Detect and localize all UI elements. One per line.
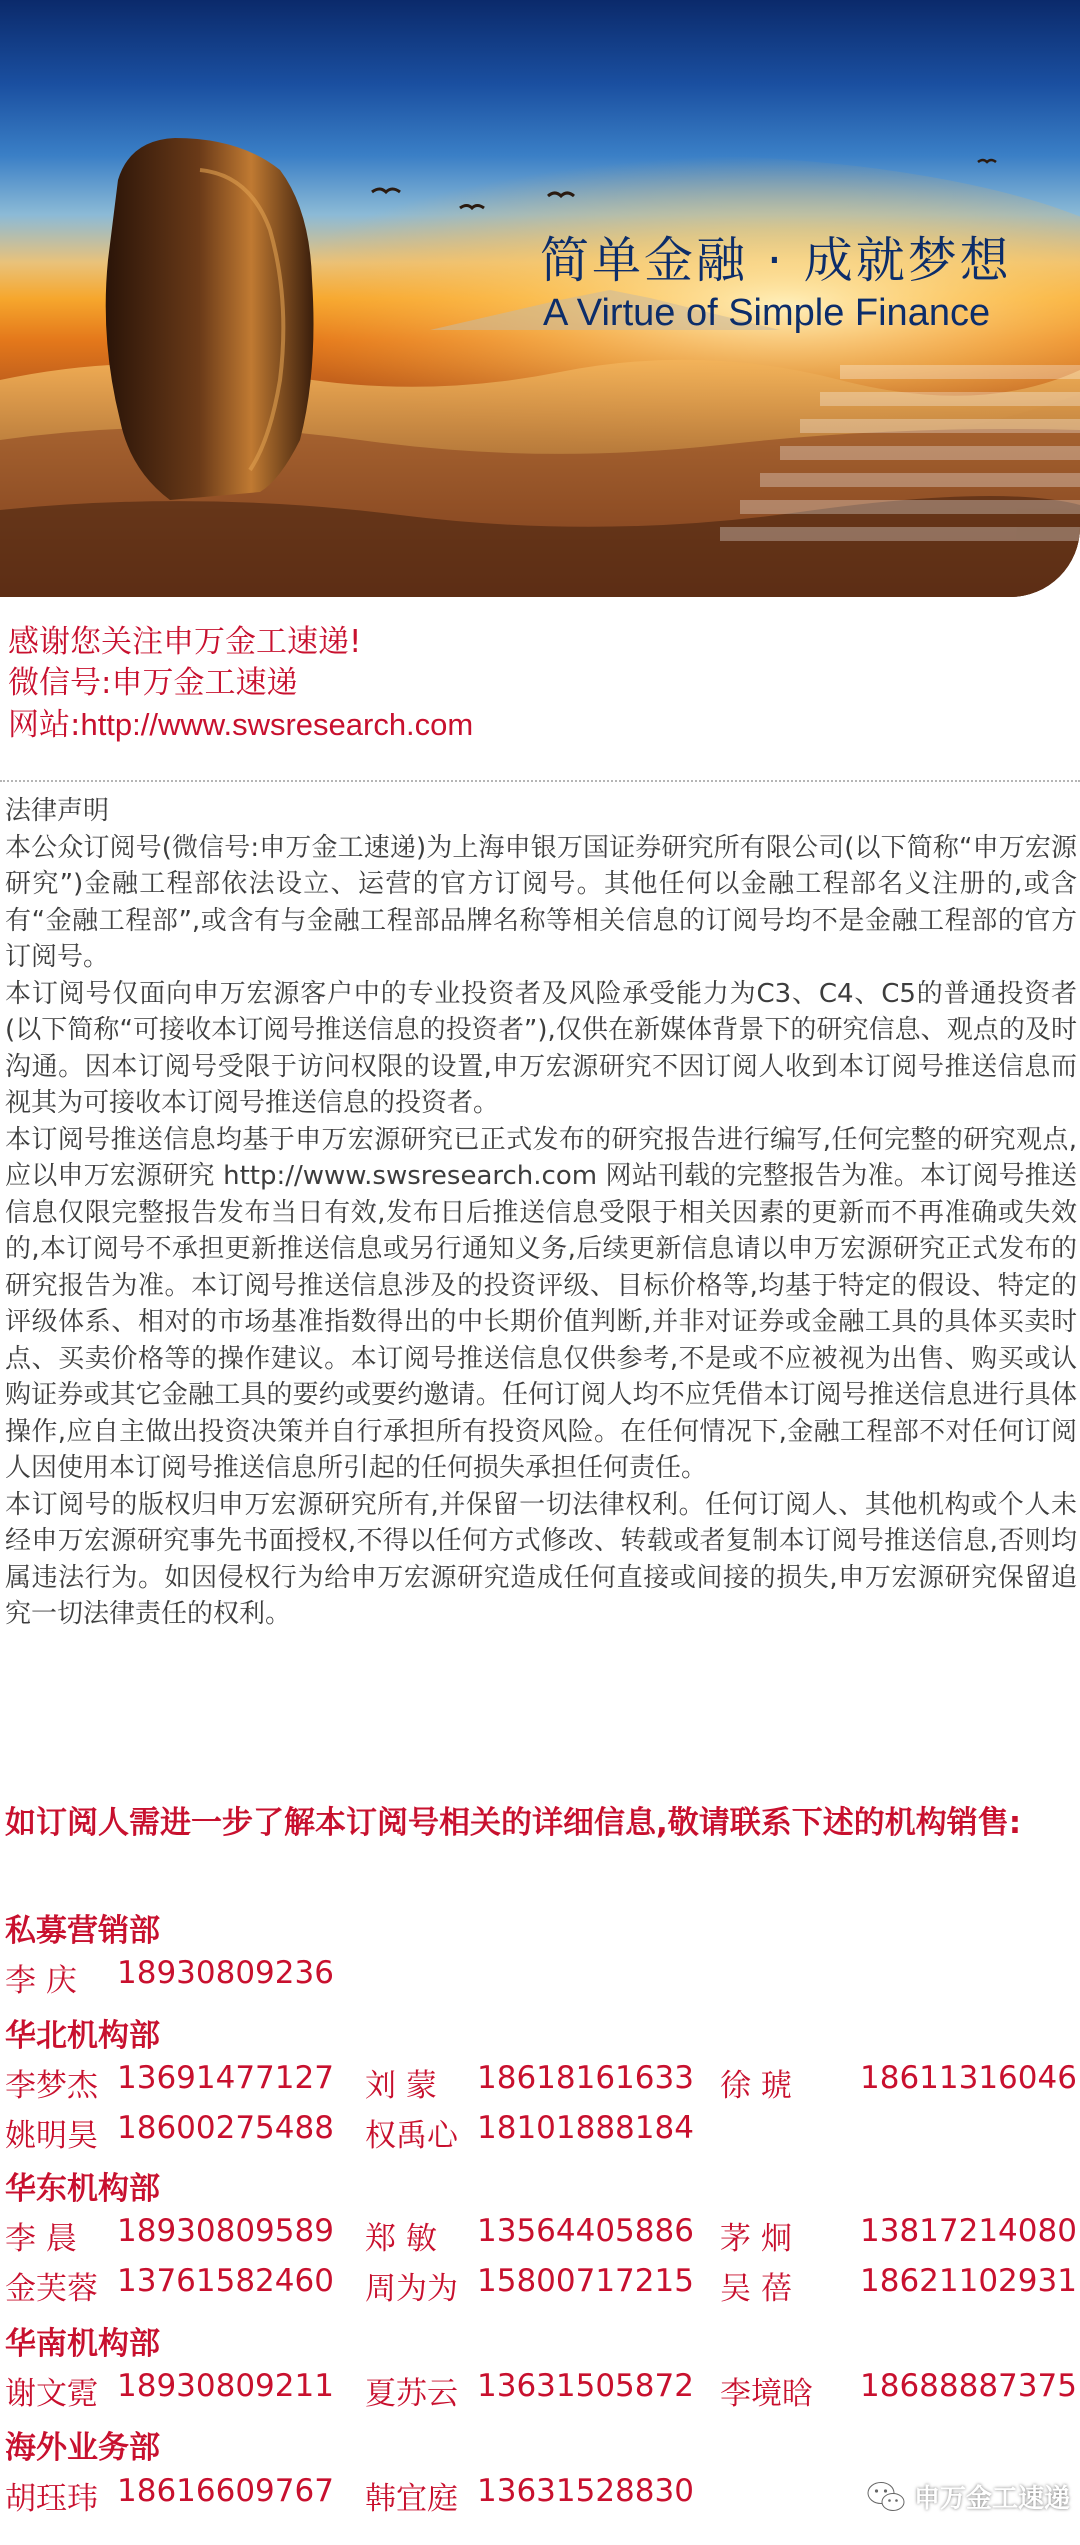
legal-paragraph: 本公众订阅号(微信号:申万金工速递)为上海申银万国证券研究所有限公司(以下简称“申万宏源研究”)金融工程部依法设立、运营的官方订阅号。其他任何以金融工程部名义注册的,或含有“金融工程部”,或含有与金融工程部品牌名称等相关信息的订阅号均不是金融工程部的官方订阅号。 [5,832,1077,972]
thanks-line: 感谢您关注申万金工速递! [8,624,362,660]
department-heading: 海外业务部 [5,2430,160,2466]
contact-phone[interactable]: 13631505872 [477,2368,694,2404]
contact-entry [5,2368,334,2413]
contact-entry [720,2368,1077,2413]
section-divider [0,780,1080,782]
contact-phone[interactable]: 18930809236 [117,1955,334,1991]
legal-title: 法律声明 [5,796,110,826]
contact-name: 姚明昊 [5,2118,98,2154]
contact-entry [5,2263,334,2308]
contact-phone[interactable]: 18930809589 [117,2213,334,2249]
contact-name: 金芙蓉 [5,2271,98,2307]
contact-intro: 如订阅人需进一步了解本订阅号相关的详细信息,敬请联系下述的机构销售: [5,1805,1022,1841]
contact-name: 李境晗 [720,2376,813,2412]
watermark-text: 申万金工速递 [913,2484,1070,2514]
department-heading: 华东机构部 [5,2171,160,2207]
wechat-icon [866,2480,906,2514]
contact-phone[interactable]: 15800717215 [477,2263,694,2299]
contact-phone[interactable]: 13631528830 [477,2473,694,2509]
legal-statement [5,793,1077,1633]
contact-name: 李 晨 [5,2221,77,2257]
contact-entry [365,2473,694,2518]
contact-entry [5,2110,334,2155]
contact-name: 茅 炯 [720,2221,792,2257]
contact-entry [5,2473,334,2518]
contact-entry [5,2213,334,2258]
contact-phone[interactable]: 13691477127 [117,2060,334,2096]
contact-entry [720,2060,1077,2105]
department-heading: 华南机构部 [5,2326,160,2362]
banner-subtitle: A Virtue of Simple Finance [543,292,991,334]
contact-entry [365,2263,694,2308]
legal-paragraph: 本订阅号仅面向申万宏源客户中的专业投资者及风险承受能力为C3、C4、C5的普通投资者(以下简称“可接收本订阅号推送信息的投资者”),仅供在新媒体背景下的研究信息、观点的及时沟通。因本订阅号受限于访问权限的设置,申万宏源研究不因订阅人收到本订阅号推送信息而视其为可接收本订阅号推送信息的投资者。 [5,978,1077,1118]
header-banner [0,0,1080,597]
contact-entry [365,2060,694,2105]
contact-name: 李梦杰 [5,2068,98,2104]
contact-phone[interactable]: 18616609767 [117,2473,334,2509]
contact-name: 徐 琥 [720,2068,792,2104]
contact-entry [365,2368,694,2413]
contact-phone[interactable]: 13761582460 [117,2263,334,2299]
contact-phone[interactable]: 18611316046 [860,2060,1077,2096]
contact-phone[interactable]: 18688887375 [860,2368,1077,2404]
contact-phone[interactable]: 18621102931 [860,2263,1077,2299]
contact-phone[interactable]: 18618161633 [477,2060,694,2096]
contact-phone[interactable]: 13564405886 [477,2213,694,2249]
contact-entry [5,2060,334,2105]
banner-title: 简单金融 · 成就梦想 [540,232,1012,289]
wechat-watermark [866,2478,1070,2515]
website-label: 网站: [8,707,81,743]
wechat-label: 微信号: [8,665,112,701]
contact-name: 郑 敏 [365,2221,437,2257]
contact-name: 刘 蒙 [365,2068,437,2104]
contact-entry [365,2213,694,2258]
contact-name: 权禹心 [365,2118,458,2154]
contact-phone[interactable]: 18930809211 [117,2368,334,2404]
contact-phone[interactable]: 18101888184 [477,2110,694,2146]
contact-entry [365,2110,694,2155]
contact-name: 谢文霓 [5,2376,98,2412]
wechat-id: 申万金工速递 [111,665,298,701]
contact-entry [720,2213,1077,2258]
contact-name: 李 庆 [5,1963,77,1999]
contact-entry [720,2263,1077,2308]
wechat-line [8,663,473,704]
contact-name: 周为为 [365,2271,458,2307]
contact-name: 胡珏玮 [5,2481,98,2517]
contact-name: 吴 蓓 [720,2271,792,2307]
contact-name: 韩宜庭 [365,2481,458,2517]
legal-paragraph: 本订阅号推送信息均基于申万宏源研究已正式发布的研究报告进行编写,任何完整的研究观点,应以申万宏源研究 http://www.swsresearch.com 网站刊载的完整报告为准。本订阅号推送信息仅限完整报告发布当日有效,发布日后推送信息受限于相关因素的更新而不再准确或失效的,本订阅号不承担更新推送信息或另行通知义务,后续更新信息请以申万宏源研究正式发布的研究报告为准。本订阅号推送信息涉及的投资评级、目标价格等,均基于特定的假设、特定的评级体系、相对的市场基准指数得出的中长期价值判断,并非对证券或金融工具的具体买卖时点、买卖价格等的操作建议。本订阅号推送信息仅供参考,不是或不应被视为出售、购买或认购证券或其它金融工具的要约或要约邀请。任何订阅人均不应凭借本订阅号推送信息进行具体操作,应自主做出投资决策并自行承担所有投资风险。在任何情况下,金融工程部不对任何订阅人因使用本订阅号推送信息所引起的任何损失承担任何责任。 [5,1124,1077,1483]
contact-phone[interactable]: 13817214080 [860,2213,1077,2249]
contact-entry [5,1955,334,2000]
website-link[interactable]: http://www.swsresearch.com [80,707,474,742]
department-heading: 私募营销部 [5,1913,160,1949]
department-heading: 华北机构部 [5,2018,160,2054]
website-line [8,704,473,746]
intro-block [8,622,473,746]
contact-name: 夏苏云 [365,2376,458,2412]
contact-phone[interactable]: 18600275488 [117,2110,334,2146]
legal-paragraph: 本订阅号的版权归申万宏源研究所有,并保留一切法律权利。任何订阅人、其他机构或个人未经申万宏源研究事先书面授权,不得以任何方式修改、转载或者复制本订阅号推送信息,否则均属违法行为。如因侵权行为给申万宏源研究造成任何直接或间接的损失,申万宏源研究保留追究一切法律责任的权利。 [5,1489,1077,1629]
